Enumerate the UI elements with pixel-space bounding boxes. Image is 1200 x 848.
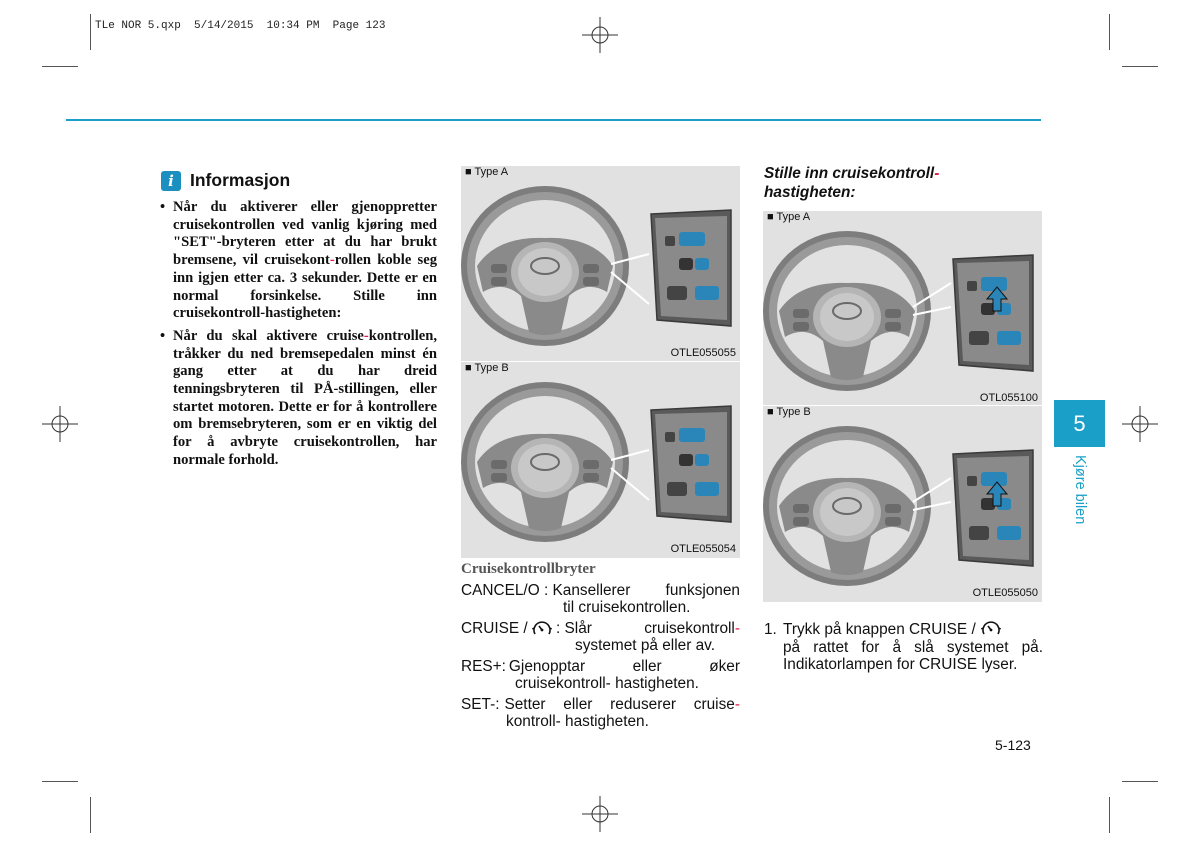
crop-mark-bl-h <box>42 781 78 782</box>
def-text-cont: til cruisekontrollen. <box>563 598 691 616</box>
figure-label: ■ Type A <box>465 166 509 178</box>
def-term: CANCEL/O <box>461 582 540 599</box>
title-text: Stille inn cruisekontroll <box>764 165 935 182</box>
registration-mark-bottom <box>582 796 618 832</box>
crop-mark-bl-v <box>90 797 91 833</box>
figure-label: ■ Type B <box>767 406 811 418</box>
def-res <box>461 659 740 692</box>
def-term: CRUISE / <box>461 620 528 637</box>
figure-code: OTLE055055 <box>670 347 736 359</box>
def-term: SET-: <box>461 696 500 713</box>
hyphen: - <box>734 696 740 713</box>
steering-wheel-illustration <box>763 211 1042 407</box>
step-text-cont: Indikatorlampen for CRUISE lyser. <box>783 656 1018 673</box>
def-text: cruisekontroll <box>644 620 735 637</box>
page-number: 5-123 <box>995 737 1031 753</box>
info-bullet-text-cont: kontrollen, tråkker du ned bremsepedalen minst én gang etter at du har dreid tenningsbryteren til PÅ-stillingen, eller startet motoren. Dette er for å kontrollere om bremsebryteren, som er en viktig del for å avbryte cruisekontrollen, har normale forhold. <box>173 327 437 468</box>
figure-steering-type-a <box>461 166 740 362</box>
cruise-speedometer-icon <box>981 621 1001 637</box>
info-bullet-list <box>160 199 437 475</box>
print-header: TLe NOR 5.qxp 5/14/2015 10:34 PM Page 123 <box>95 20 386 32</box>
title-text-cont: hastigheten: <box>764 183 856 201</box>
info-bullet-text: Når du aktiverer eller gjenoppretter cruisekontrollen ved vanlig kjøring med "SET"-bryteren etter at du har brukt bremsene, vil cruisekont <box>173 199 437 269</box>
def-text: øker <box>709 658 740 675</box>
figure-code: OTLE055050 <box>972 587 1038 599</box>
def-term: RES+: <box>461 658 506 675</box>
top-rule <box>66 119 1041 121</box>
registration-mark-top <box>582 17 618 53</box>
hyphen: - <box>363 327 369 344</box>
figure-steering-type-b <box>461 361 740 558</box>
info-icon: i <box>161 171 181 191</box>
figure-steering-type-a-right <box>763 211 1042 407</box>
info-heading <box>161 170 290 191</box>
def-text-cont: kontroll- hastigheten. <box>506 712 649 730</box>
def-set <box>461 697 740 730</box>
hyphen: - <box>934 165 940 182</box>
crop-mark-tr-h <box>1122 66 1158 67</box>
figure-code: OTL055100 <box>979 392 1038 404</box>
def-text-cont: systemet på eller av. <box>575 636 715 654</box>
def-text: Kansellerer funksjonen <box>552 582 740 599</box>
crop-mark-tl-v <box>90 14 91 50</box>
info-title: Informasjon <box>190 170 291 190</box>
def-sep: : <box>539 582 553 599</box>
set-speed-title <box>764 165 939 202</box>
def-sep: : <box>551 620 565 637</box>
crop-mark-br-v <box>1109 797 1110 833</box>
registration-mark-right <box>1122 406 1158 442</box>
bullet-mark: • <box>160 327 166 344</box>
figure-code: OTLE055054 <box>670 543 736 555</box>
bullet-mark: • <box>160 199 166 215</box>
steering-wheel-illustration <box>461 362 740 558</box>
cruise-speedometer-icon <box>532 621 552 637</box>
info-bullet-text: Når du skal aktivere cruise <box>173 327 364 344</box>
chapter-tab: 5 <box>1054 400 1105 447</box>
def-text: Slår <box>564 620 592 637</box>
info-bullet-text-cont: rollen koble seg inn igjen etter ca. 3 sekunder. Dette er en normal forsinkelse. Stille inn cruisekontroll-hastigheten: <box>173 252 437 322</box>
crop-mark-tr-v <box>1109 14 1110 50</box>
chapter-name: Kjøre bilen <box>1072 455 1088 525</box>
cruise-switch-title: Cruisekontrollbryter <box>461 561 596 577</box>
steering-wheel-illustration <box>461 166 740 362</box>
def-text: Gjenopptar <box>508 658 586 675</box>
info-bullet-item <box>160 328 437 470</box>
crop-mark-tl-h <box>42 66 78 67</box>
registration-mark-left <box>42 406 78 442</box>
figure-steering-type-b-right <box>763 405 1042 602</box>
steering-wheel-illustration <box>763 406 1042 602</box>
figure-label: ■ Type A <box>767 211 811 223</box>
hyphen: - <box>329 252 335 269</box>
crop-mark-br-h <box>1122 781 1158 782</box>
step-text-cont: på rattet for å slå systemet på. <box>783 638 1043 656</box>
figure-label: ■ Type B <box>465 362 509 374</box>
def-text: eller <box>632 658 662 675</box>
step-text: Trykk på knappen CRUISE / <box>783 621 976 638</box>
def-cancel <box>461 583 740 616</box>
info-bullet-item <box>160 199 437 323</box>
step-number: 1. <box>764 621 777 638</box>
def-text: Setter eller reduserer cruise <box>504 696 735 713</box>
def-text-cont: cruisekontroll- hastigheten. <box>515 674 699 692</box>
def-cruise <box>461 621 740 654</box>
step-1 <box>764 621 1043 674</box>
hyphen: - <box>734 620 740 637</box>
